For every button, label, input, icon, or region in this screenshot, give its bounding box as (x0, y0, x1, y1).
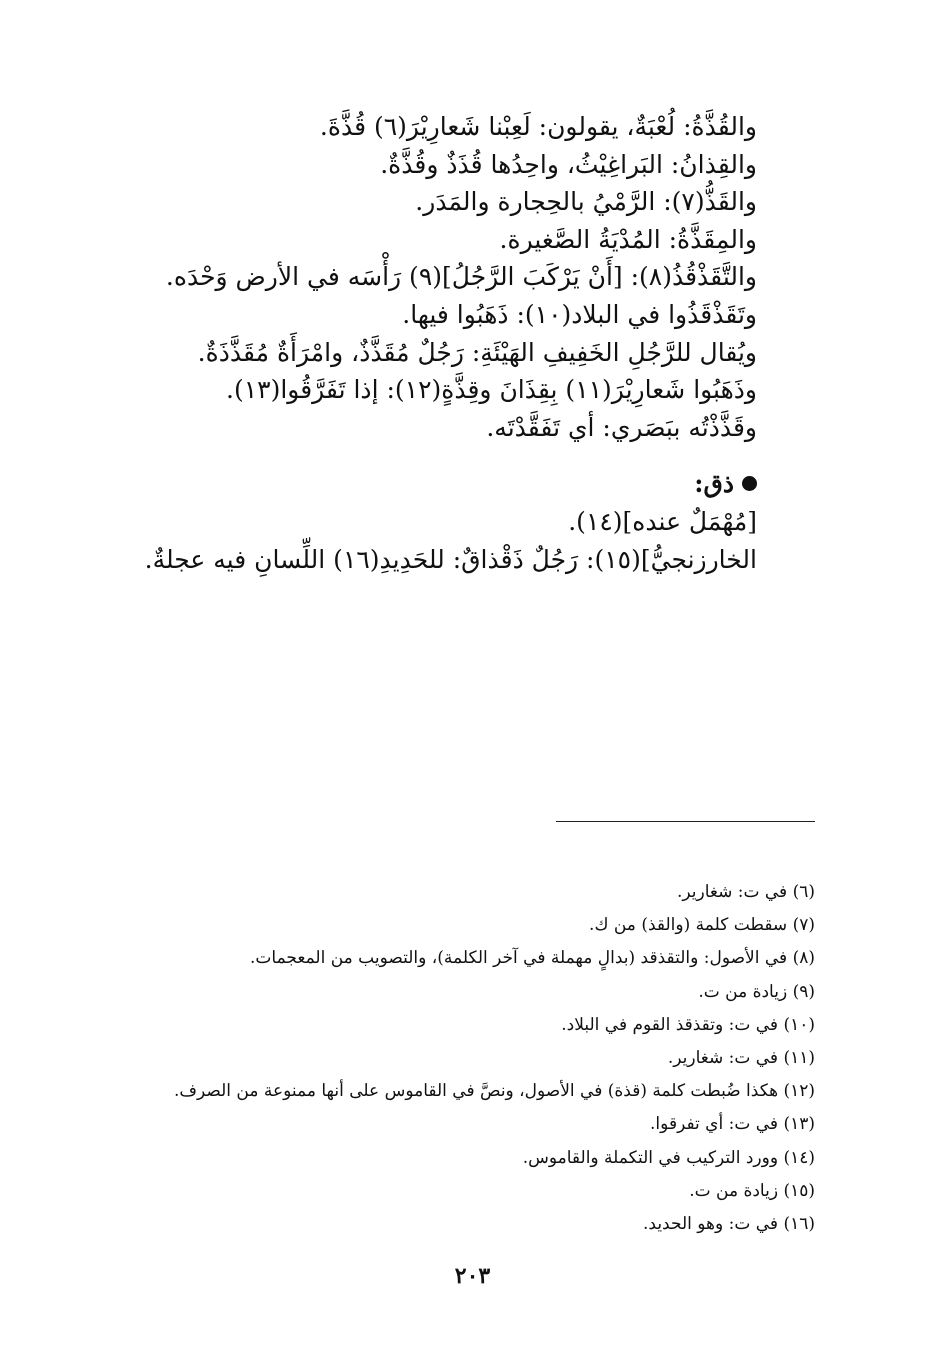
main-line: الخارزنجيُّ](١٥): رَجُلٌ ذَقْذاقٌ: للحَدِيدِ(١٦) اللِّسانِ فيه عجلةٌ. (144, 544, 757, 574)
main-line: والمِقَذَّةُ: المُدْيَةُ الصَّغيرة. (499, 224, 757, 254)
footnote: (٦) في ت: شغارير. (676, 882, 815, 902)
main-line: والتَّقَذْقُذُ(٨): [أَنْ يَرْكَبَ الرَّجُلُ](٩) رَأْسَه في الأرض وَحْدَه. (165, 262, 757, 292)
footnote-divider (556, 821, 815, 822)
footnote: (١٥) زيادة من ت. (689, 1180, 815, 1201)
footnotes (155, 876, 815, 1241)
footnote: (١٢) هكذا ضُبطت كلمة (قذة) في الأصول، ونصَّ في القاموس على أنها ممنوعة من الصرف. (173, 1081, 815, 1102)
footnote: (٨) في الأصول: والتقذقد (بدالٍ مهملة في آخر الكلمة)، والتصويب من المعجمات. (249, 948, 815, 969)
footnote: (١٦) في ت: وهو الحديد. (643, 1214, 815, 1235)
main-text (144, 108, 757, 578)
entry-heading (217, 465, 757, 503)
main-line: ويُقال للرَّجُلِ الخَفِيفِ الهَيْئَةِ: رَجُلٌ مُقَذَّذٌ، وامْرَأَةٌ مُقَذَّذَةٌ. (197, 337, 757, 367)
main-line: والقَذُّ(٧): الرَّمْيُ بالحِجارة والمَدَر. (415, 187, 757, 217)
main-line: والقُذَّةُ: لُعْبَةٌ، يقولون: لَعِبْنا شَعارِيْرَ(٦) قُذَّةَ. (319, 112, 757, 141)
footnote: (٩) زيادة من ت. (698, 981, 815, 1002)
footnote: (١١) في ت: شغارير. (667, 1048, 815, 1069)
footnote: (٧) سقطت كلمة (والقذ) من ك. (589, 915, 815, 936)
main-line: وذَهَبُوا شَعارِيْرَ(١١) بِقِذَانَ وقِذَّةٍ(١٢): إذا تَفَرَّقُوا(١٣). (226, 375, 757, 405)
footnote: (١٤) وورد التركيب في التكملة والقاموس. (522, 1147, 815, 1168)
main-line: وتَقَذْقَذُوا في البلاد(١٠): ذَهَبُوا فيها. (402, 299, 757, 329)
entry-spacer (217, 446, 757, 465)
main-line: [مُهْمَلٌ عنده](١٤). (568, 506, 757, 536)
footnote: (١٣) في ت: أي تفرقوا. (650, 1114, 815, 1135)
entry-heading-text: ذق: (694, 469, 734, 499)
main-line: وقَذَّذْتُه ببَصَري: أي تَفَقَّدْتَه. (486, 412, 757, 442)
bullet-icon (742, 476, 757, 491)
page-number: ٢٠٣ (454, 1263, 491, 1289)
main-line: والقِذانُ: البَراغِيْثُ، واحِدُها قُذَذٌ وقُذَّةٌ. (380, 149, 757, 179)
footnote: (١٠) في ت: وتقذقذ القوم في البلاد. (561, 1014, 815, 1035)
